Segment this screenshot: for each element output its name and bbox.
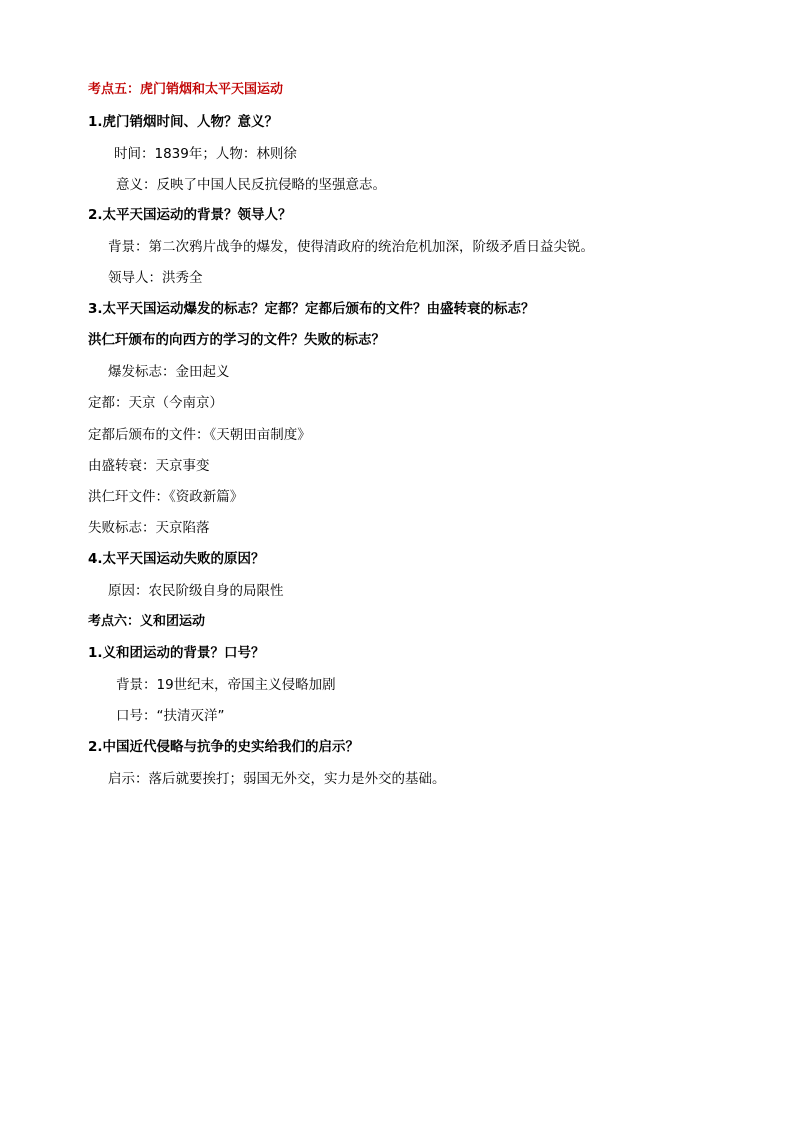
answer-outbreak: 爆发标志：金田起义 bbox=[108, 364, 230, 380]
answer-slogan: 口号：“扶清灭洋” bbox=[116, 708, 225, 724]
answer-time-person: 时间：1839年；人物：林则徐 bbox=[114, 146, 297, 162]
answer-failure-sign: 失败标志：天京陷落 bbox=[88, 520, 210, 536]
question-6-1: 1.义和团运动的背景？口号？ bbox=[88, 645, 265, 661]
question-6-2: 2.中国近代侵略与抗争的史实给我们的启示？ bbox=[88, 739, 360, 755]
answer-capital: 定都：天京（今南京） bbox=[88, 395, 223, 411]
answer-background: 背景：第二次鸦片战争的爆发，使得清政府的统治危机加深，阶级矛盾日益尖锐。 bbox=[108, 239, 594, 255]
answer-decline: 由盛转衰：天京事变 bbox=[88, 458, 210, 474]
question-3-line-2: 洪仁玕颁布的向西方的学习的文件？失败的标志？ bbox=[88, 332, 385, 348]
question-1: 1.虎门销烟时间、人物？意义？ bbox=[88, 114, 279, 130]
section-title-5: 考点五：虎门销烟和太平天国运动 bbox=[88, 82, 284, 97]
answer-new-policy: 洪仁玕文件：《资政新篇》 bbox=[88, 489, 244, 505]
question-4: 4.太平天国运动失败的原因？ bbox=[88, 551, 265, 567]
answer-boxer-background: 背景：19世纪末，帝国主义侵略加剧 bbox=[116, 677, 336, 693]
answer-failure-reason: 原因：农民阶级自身的局限性 bbox=[108, 583, 284, 599]
section-title-6: 考点六：义和团运动 bbox=[88, 614, 206, 629]
question-3-line-1: 3.太平天国运动爆发的标志？定都？定都后颁布的文件？由盛转衰的标志？ bbox=[88, 301, 535, 317]
answer-land-system: 定都后颁布的文件：《天朝田亩制度》 bbox=[88, 427, 311, 443]
answer-leader: 领导人：洪秀全 bbox=[108, 270, 203, 286]
answer-significance: 意义：反映了中国人民反抗侵略的坚强意志。 bbox=[116, 177, 386, 193]
answer-lesson: 启示：落后就要挨打；弱国无外交，实力是外交的基础。 bbox=[108, 771, 446, 787]
question-2: 2.太平天国运动的背景？领导人？ bbox=[88, 207, 292, 223]
